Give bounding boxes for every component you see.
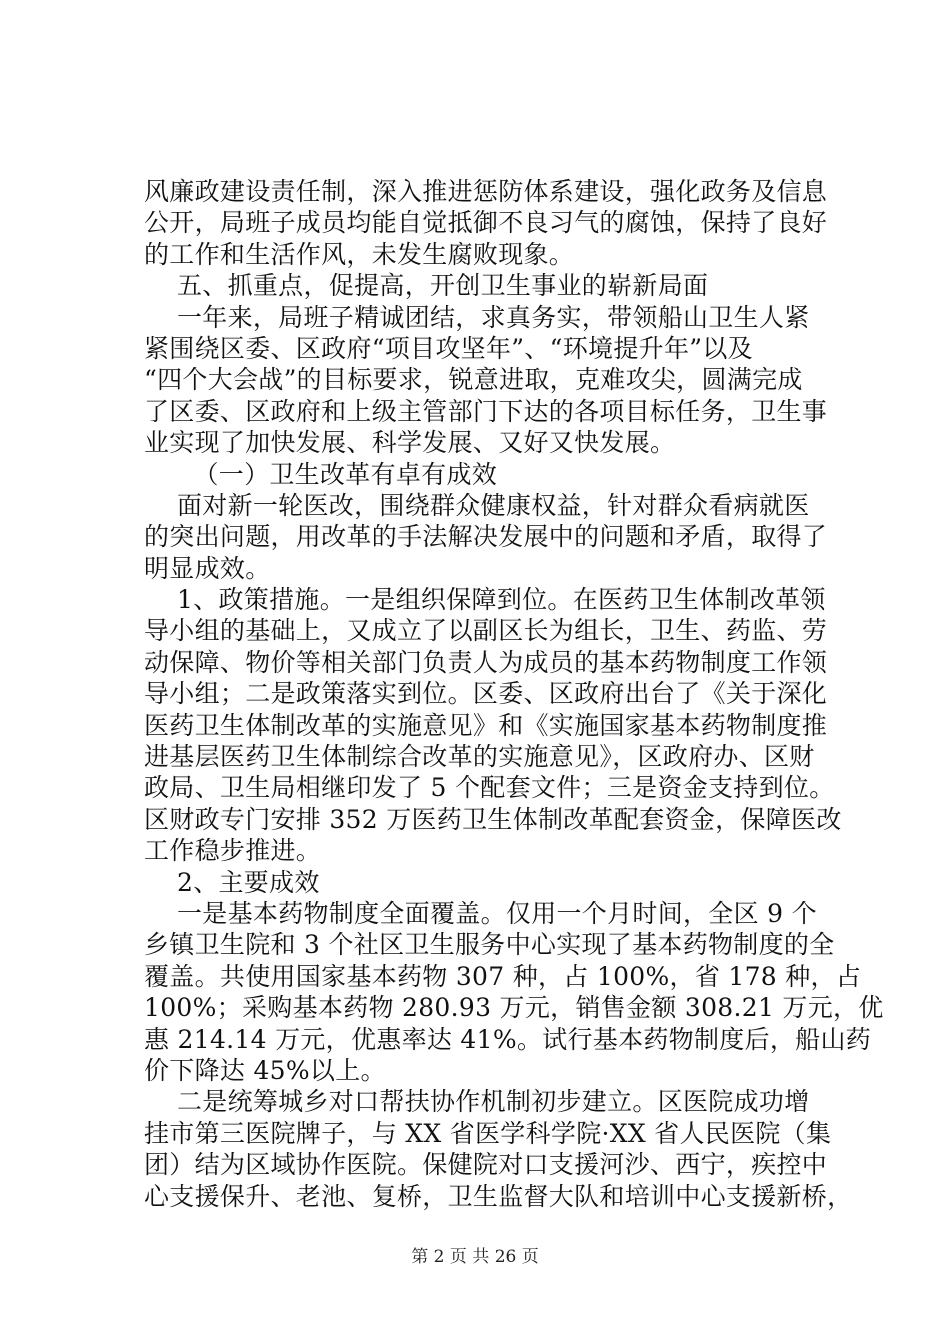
- text-line: 团）结为区域协作医院。保健院对口支援河沙、西宁，疾控中: [144, 1150, 828, 1180]
- text-line: 乡镇卫生院和 3 个社区卫生服务中心实现了基本药物制度的全: [144, 930, 835, 960]
- text-line: 面对新一轮医改，围绕群众健康权益，针对群众看病就医: [144, 490, 810, 520]
- text-line: 覆盖。共使用国家基本药物 307 种，占 100%，省 178 种，占: [144, 961, 862, 991]
- text-line: 心支援保升、老池、复桥，卫生监督大队和培训中心支援新桥，: [144, 1181, 853, 1211]
- text-line: 100%；采购基本药物 280.93 万元，销售金额 308.21 万元，优: [144, 993, 884, 1023]
- text-line: （一）卫生改革有卓有成效: [144, 459, 498, 489]
- text-line: 了区委、区政府和上级主管部门下达的各项目标任务，卫生事: [144, 396, 828, 426]
- text-line: 业实现了加快发展、科学发展、又好又快发展。: [144, 428, 676, 458]
- document-body: [144, 176, 884, 1212]
- page-footer: 第 2 页 共 26 页: [411, 1247, 539, 1267]
- text-line: 区财政专门安排 352 万医药卫生体制改革配套资金，保障医改: [144, 804, 842, 834]
- text-line: 一年来，局班子精诚团结，求真务实，带领船山卫生人紧: [144, 302, 810, 332]
- text-line: 明显成效。: [144, 553, 271, 583]
- text-line: 价下降达 45%以上。: [144, 1055, 386, 1085]
- text-line: 五、抓重点，促提高，开创卫生事业的崭新局面: [144, 271, 709, 301]
- text-line: 工作稳步推进。: [144, 836, 322, 866]
- text-line: 一是基本药物制度全面覆盖。仅用一个月时间，全区 9 个: [144, 898, 817, 928]
- text-line: 动保障、物价等相关部门负责人为成员的基本药物制度工作领: [144, 647, 828, 677]
- text-line: 公开，局班子成员均能自觉抵御不良习气的腐蚀，保持了良好: [144, 208, 828, 238]
- text-line: “四个大会战”的目标要求，锐意进取，克难攻尖，圆满完成: [144, 365, 803, 395]
- text-line: 紧围绕区委、区政府“项目攻坚年”、“环境提升年”以及: [144, 333, 753, 363]
- text-line: 2、主要成效: [144, 867, 320, 897]
- text-line: 的工作和生活作风，未发生腐败现象。: [144, 239, 575, 269]
- text-line: 医药卫生体制改革的实施意见》和《实施国家基本药物制度推: [144, 710, 828, 740]
- text-line: 进基层医药卫生体制综合改革的实施意见》，区政府办、区财: [144, 742, 815, 772]
- text-line: 导小组；二是政策落实到位。区委、区政府出台了《关于深化: [144, 679, 828, 709]
- text-line: 导小组的基础上，又成立了以副区长为组长，卫生、药监、劳: [144, 616, 828, 646]
- text-line: 二是统筹城乡对口帮扶协作机制初步建立。区医院成功增: [144, 1087, 810, 1117]
- text-line: 政局、卫生局相继印发了 5 个配套文件；三是资金支持到位。: [144, 773, 835, 803]
- text-line: 惠 214.14 万元，优惠率达 41%。试行基本药物制度后，船山药: [144, 1024, 872, 1054]
- text-line: 1、政策措施。一是组织保障到位。在医药卫生体制改革领: [144, 585, 826, 615]
- text-line: 挂市第三医院牌子，与 XX 省医学科学院·XX 省人民医院（集: [144, 1118, 832, 1148]
- text-line: 的突出问题，用改革的手法解决发展中的问题和矛盾，取得了: [144, 522, 828, 552]
- text-line: 风廉政建设责任制，深入推进惩防体系建设，强化政务及信息: [144, 177, 828, 206]
